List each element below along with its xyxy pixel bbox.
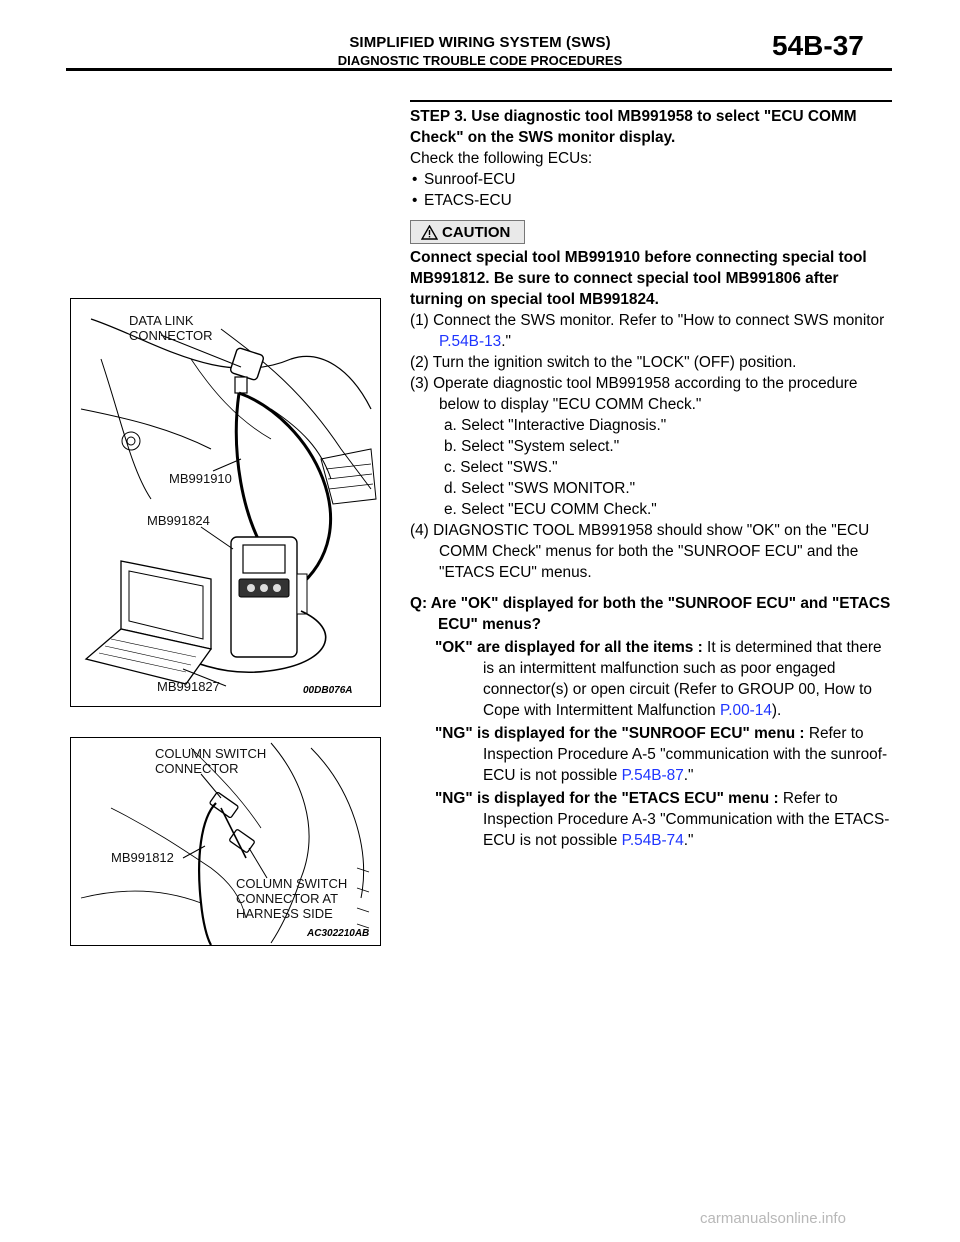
- header-rule: [66, 68, 892, 71]
- page-link[interactable]: P.54B-13: [439, 333, 502, 350]
- answer-ng-etacs-text: Refer to Inspection Procedure A-3 "Communication with the ETACS-ECU is not possible: [483, 790, 890, 849]
- step-intro: Check the following ECUs:: [410, 150, 593, 167]
- ecu-list: [410, 169, 894, 211]
- figure-column-switch-connector: [70, 737, 381, 946]
- answer-ng-sunroof-text: Refer to Inspection Procedure A-5 "communication with the sunroof-ECU is not possible: [483, 725, 888, 784]
- answer-ok-label: "OK" are displayed for all the items :: [435, 639, 703, 656]
- answer-ng-sunroof-tail: .": [683, 767, 694, 784]
- label-harness-side-connector: COLUMN SWITCH CONNECTOR AT HARNESS SIDE: [236, 876, 348, 921]
- answer-ok-tail: ).: [771, 702, 782, 719]
- figure-code: AC302210AB: [307, 928, 370, 939]
- answer-ng-sunroof: [410, 723, 894, 786]
- answer-ng-etacs: [410, 788, 894, 851]
- main-content: [410, 100, 894, 851]
- caution-badge: [410, 220, 525, 244]
- warning-icon: [421, 225, 438, 240]
- procedure-substep: c. Select "SWS.": [444, 459, 558, 476]
- label-mb991812: MB991812: [111, 850, 174, 865]
- page-number: 54B-37: [772, 30, 864, 61]
- header-subsection-title: DIAGNOSTIC TROUBLE CODE PROCEDURES: [337, 53, 623, 68]
- procedure-substep: b. Select "System select.": [444, 438, 620, 455]
- question: Q: Are "OK" displayed for both the "SUNROOF ECU" and "ETACS ECU" menus?: [410, 595, 891, 633]
- diagnostic-connection-illustration: [71, 299, 380, 706]
- procedure-step-1-text: (1) Connect the SWS monitor. Refer to "How to connect SWS monitor: [410, 312, 885, 329]
- answer-ng-etacs-label: "NG" is displayed for the "ETACS ECU" menu :: [435, 790, 779, 807]
- header-section-title: SIMPLIFIED WIRING SYSTEM (SWS): [349, 34, 611, 51]
- page-link[interactable]: P.54B-74: [621, 832, 684, 849]
- watermark: carmanualsonline.info: [700, 1210, 846, 1227]
- procedure-substep: e. Select "ECU COMM Check.": [444, 501, 657, 518]
- list-item: • Sunroof-ECU: [410, 169, 894, 190]
- step-title: STEP 3. Use diagnostic tool MB991958 to select "ECU COMM Check" on the SWS monitor display.: [410, 108, 857, 146]
- label-column-switch-connector: COLUMN SWITCH CONNECTOR: [155, 746, 267, 776]
- procedure-substep: d. Select "SWS MONITOR.": [444, 480, 636, 497]
- figure-code: 00DB076A: [303, 685, 353, 696]
- answer-ok-text: It is determined that there is an intermittent malfunction such as poor engaged connector(s) or open circuit (Refer to GROUP 00, How to Cope with Intermittent Malfunction: [483, 639, 882, 719]
- answer-ok: [410, 637, 894, 721]
- procedure-substep: a. Select "Interactive Diagnosis.": [444, 417, 667, 434]
- step-rule: [410, 100, 892, 102]
- procedure-step-2: (2) Turn the ignition switch to the "LOCK" (OFF) position.: [410, 354, 797, 371]
- answer-ng-etacs-tail: .": [683, 832, 694, 849]
- label-mb991827: MB991827: [157, 679, 220, 694]
- figure-diagnostic-connection: [70, 298, 381, 707]
- list-item: • ETACS-ECU: [410, 190, 894, 211]
- procedure-step-4: (4) DIAGNOSTIC TOOL MB991958 should show "OK" on the "ECU COMM Check" menus for both the "SUNROOF ECU" and the "ETACS ECU" menus.: [410, 522, 870, 581]
- caution-text: Connect special tool MB991910 before connecting special tool MB991812. Be sure to connect special tool MB991806 after turning on special tool MB991824.: [410, 249, 867, 308]
- label-mb991910: MB991910: [169, 471, 232, 486]
- procedure-step-1: [410, 310, 894, 352]
- page-link[interactable]: P.54B-87: [621, 767, 684, 784]
- procedure-step-3: (3) Operate diagnostic tool MB991958 according to the procedure below to display "ECU COMM Check.": [410, 375, 858, 413]
- page-link[interactable]: P.00-14: [719, 702, 772, 719]
- answer-ng-sunroof-label: "NG" is displayed for the "SUNROOF ECU" menu :: [435, 725, 805, 742]
- procedure-step-1-tail: .": [501, 333, 511, 350]
- label-mb991824: MB991824: [147, 513, 210, 528]
- label-data-link-connector: DATA LINK CONNECTOR: [129, 313, 213, 343]
- caution-label: CAUTION: [442, 223, 511, 241]
